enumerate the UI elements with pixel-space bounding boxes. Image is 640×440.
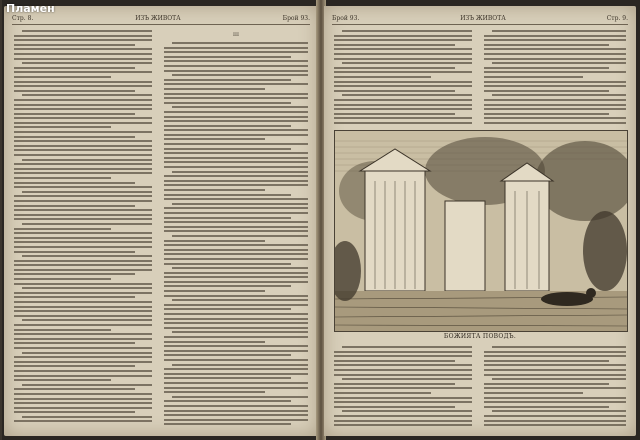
text-line [484,58,626,60]
text-line [334,360,455,362]
text-line [164,308,291,310]
text-line [164,341,265,343]
right-text-column-1-top [334,30,472,126]
text-line [334,387,472,389]
text-line [14,393,152,395]
text-line [164,138,265,140]
left-page-header [12,12,310,25]
text-line [164,359,308,361]
text-line [172,203,308,205]
text-line [14,108,152,110]
text-line [164,322,308,324]
text-line [484,104,626,106]
text-line [14,145,152,147]
text-line [334,355,472,357]
text-line [14,278,111,280]
text-line [164,212,308,214]
text-line [164,207,308,209]
text-line [484,374,626,376]
text-line [164,414,308,416]
text-line [14,214,152,216]
text-line [342,30,472,32]
text-line [342,410,472,412]
text-line [14,99,152,101]
text-line [164,272,308,274]
text-line [484,35,626,37]
text-line [164,161,308,163]
watermark-logo: Пламен [6,2,55,15]
text-line [14,375,152,377]
text-line [14,168,152,170]
text-line [164,249,308,251]
text-line [164,116,308,118]
right-text-column-2-top [484,30,626,126]
text-line [164,83,308,85]
text-line [164,217,291,219]
text-line [164,258,308,260]
text-line [164,175,308,177]
text-line [164,318,308,320]
text-line [14,333,152,335]
text-line [484,360,609,362]
text-line [14,402,152,404]
text-line [164,373,308,375]
text-line [334,99,472,101]
text-line [334,383,455,385]
text-line [164,313,308,315]
text-line [164,194,291,196]
text-line [172,331,308,333]
text-line [14,379,111,381]
text-line [164,405,308,407]
text-line [484,39,626,41]
text-line [484,117,626,119]
text-line [484,415,626,417]
text-line [14,361,152,363]
text-line [14,140,152,142]
text-line [14,136,135,138]
text-line [14,237,152,239]
text-line [484,108,626,110]
text-line [164,79,291,81]
text-line [164,263,291,265]
text-line [484,67,609,69]
text-line [164,56,291,58]
text-line [14,71,152,73]
text-line [14,228,111,230]
text-line [14,90,135,92]
text-line [14,296,135,298]
text-line [484,351,626,353]
text-line [164,148,291,150]
text-line [164,336,308,338]
text-line [484,90,609,92]
right-running-title: ИЗЪ ЖИВОТА [460,14,506,22]
text-line [14,324,152,326]
text-line [14,260,152,262]
text-line [484,369,626,371]
text-line [14,200,152,202]
text-line [334,81,472,83]
text-line [484,401,626,403]
text-line [14,182,135,184]
text-line [172,171,308,173]
text-line [14,370,152,372]
text-line [484,71,626,73]
text-line [14,420,152,422]
text-line [492,410,626,412]
text-line [484,48,626,50]
text-line [14,44,135,46]
text-line [164,111,308,113]
text-line [334,35,472,37]
text-line [484,406,609,408]
text-line [14,264,152,266]
text-line [164,304,308,306]
text-line [342,94,472,96]
text-line [14,356,152,358]
text-line [14,149,152,151]
text-line [14,113,135,115]
text-line [484,81,626,83]
text-line [14,53,152,55]
text-line [164,387,308,389]
left-text-column-2 [164,30,308,430]
text-line [484,85,626,87]
text-line [172,74,308,76]
text-line [342,346,472,348]
text-line [14,104,152,106]
text-line [164,129,308,131]
text-line [164,391,265,393]
text-line [164,157,308,159]
left-page-number: Стр. 8. [12,14,34,22]
text-line [164,281,308,283]
text-line [492,346,626,348]
text-line [14,269,152,271]
text-line [334,374,472,376]
text-line [14,205,135,207]
text-line [334,53,472,55]
right-page-header [332,12,628,25]
text-line [172,299,308,301]
text-line [334,397,472,399]
text-line [334,104,472,106]
text-line [14,81,152,83]
text-line [334,58,472,60]
text-line [22,191,152,193]
text-line [22,159,152,161]
text-line [484,99,626,101]
text-line [14,48,152,50]
text-line [164,65,308,67]
text-line [334,415,472,417]
text-line [14,273,135,275]
left-page [4,6,318,436]
text-line [484,113,609,115]
text-line [164,70,308,72]
text-line [164,189,265,191]
text-line [14,131,152,133]
text-line [334,117,472,119]
text-line [22,30,152,32]
text-line [484,420,626,422]
text-line [492,30,626,32]
text-line [14,283,152,285]
text-line [164,382,308,384]
text-line [14,347,152,349]
text-line [334,90,455,92]
text-line [164,60,308,62]
text-line [164,327,308,329]
right-text-column-2-bottom [484,346,626,432]
text-line [334,44,455,46]
text-line [484,364,626,366]
text-line [334,71,472,73]
text-line [492,62,626,64]
text-line [172,267,308,269]
text-line [492,94,626,96]
text-line [484,122,626,124]
text-line [172,106,308,108]
text-line [334,392,431,394]
text-line [14,310,152,312]
text-line [14,35,152,37]
text-line [14,58,152,60]
text-line [172,235,308,237]
text-line [22,352,152,354]
text-line [334,39,472,41]
text-line [334,85,472,87]
text-line [342,62,472,64]
text-line [164,120,308,122]
text-line [14,232,152,234]
text-line [14,163,152,165]
text-line [484,392,583,394]
text-line [22,223,152,225]
text-line [342,378,472,380]
text-line [334,122,472,124]
text-line [334,364,472,366]
engraving-illustration [334,130,628,332]
text-line [164,51,308,53]
text-line [164,368,308,370]
text-line [14,186,152,188]
text-line [334,113,455,115]
text-line [22,384,152,386]
text-line [492,378,626,380]
text-line [14,388,135,390]
text-line [164,184,308,186]
text-line [164,377,291,379]
text-line [164,350,308,352]
text-line [164,226,308,228]
text-line [164,180,308,182]
text-line [164,166,308,168]
text-line [164,410,308,412]
text-line [484,383,609,385]
text-line [164,88,265,90]
text-line [14,85,152,87]
text-line [14,251,135,253]
text-line [14,306,152,308]
text-line [164,419,308,421]
text-line [14,246,152,248]
text-line [22,416,152,418]
text-line [164,244,308,246]
engraving-drawing [335,131,627,331]
text-line [484,397,626,399]
left-issue-number: Брой 93. [282,14,310,22]
text-line [164,152,308,154]
text-line [164,143,308,145]
text-line [334,420,472,422]
right-page [324,6,636,436]
text-line [164,134,308,136]
text-line [172,42,308,44]
text-line [14,67,135,69]
text-line [172,396,308,398]
text-line [164,285,291,287]
text-line [14,177,111,179]
text-line [14,338,152,340]
text-line [334,67,455,69]
text-line [14,315,152,317]
text-line [14,241,152,243]
text-line [14,398,152,400]
text-line [164,97,308,99]
text-line [14,407,152,409]
text-line [164,400,291,402]
text-line [14,117,152,119]
left-running-title: ИЗЪ ЖИВОТА [135,14,181,22]
text-line [164,290,265,292]
text-line [334,108,472,110]
text-line [164,354,291,356]
text-line [164,125,291,127]
text-line [334,351,472,353]
text-line [14,218,152,220]
text-line [22,62,152,64]
text-line [164,93,308,95]
text-line [334,48,472,50]
text-line [164,230,308,232]
text-line [164,198,308,200]
left-text-column-1 [14,30,152,430]
text-line [14,301,152,303]
text-line [14,195,152,197]
text-line [484,44,609,46]
text-line [14,365,135,367]
text-line [14,411,135,413]
text-line [14,172,152,174]
text-line [164,102,291,104]
text-line [22,255,152,257]
text-line [14,329,111,331]
text-line [164,253,308,255]
text-line [14,126,111,128]
text-line [164,240,265,242]
text-line [14,209,152,211]
text-line [164,47,308,49]
text-line [14,154,152,156]
right-issue-number: Брой 93. [332,14,360,22]
right-text-column-1-bottom [334,346,472,432]
illustration-caption: БОЖИЯТА ПОВОДЪ. [443,333,517,340]
text-line [334,401,472,403]
text-line [484,76,583,78]
text-line [484,424,626,426]
text-line [164,423,291,425]
text-line [14,39,152,41]
text-line [22,319,152,321]
text-line [164,276,308,278]
text-line [164,295,308,297]
text-line [14,76,111,78]
text-line [484,53,626,55]
section-mark: III [233,32,239,38]
text-line [14,292,152,294]
text-line [484,355,626,357]
text-line [22,287,152,289]
text-line [484,387,626,389]
text-line [334,424,472,426]
text-line [164,221,308,223]
text-line [334,76,431,78]
text-line [334,406,455,408]
text-line [14,122,152,124]
text-line [164,345,308,347]
text-line [22,94,152,96]
text-line [14,342,135,344]
text-line [334,369,472,371]
right-page-number: Стр. 9. [606,14,628,22]
text-line [172,364,308,366]
